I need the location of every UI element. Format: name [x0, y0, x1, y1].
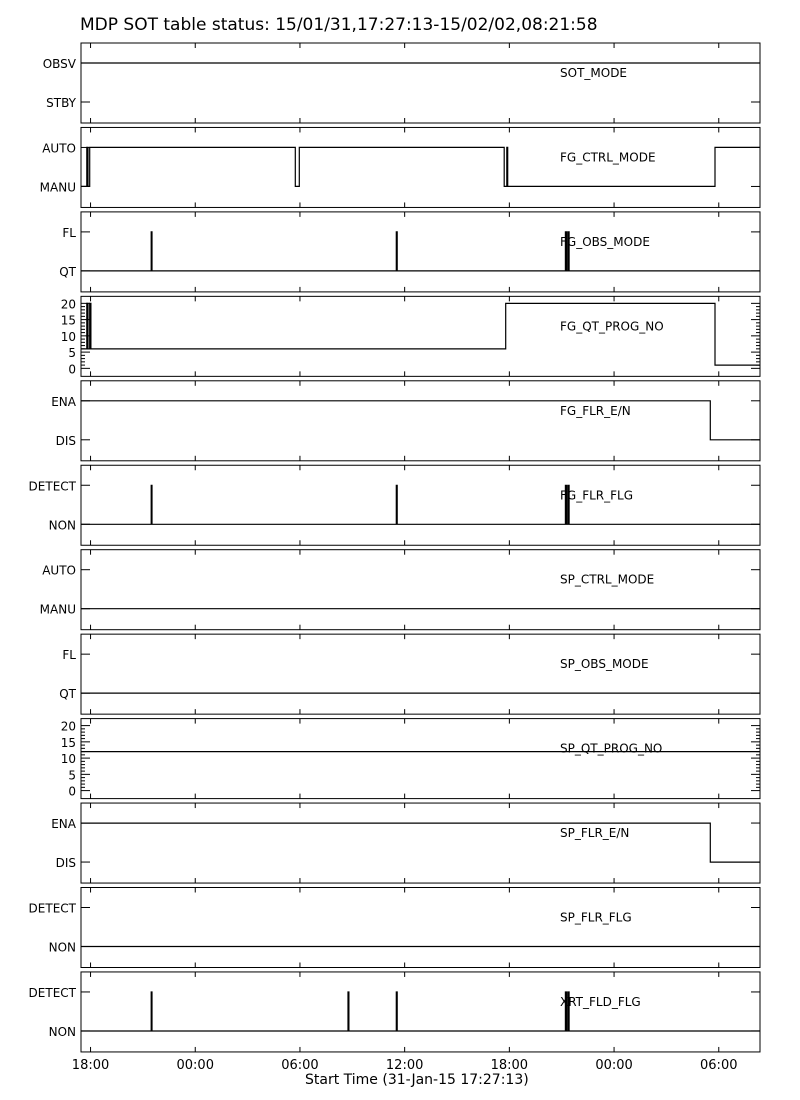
y-tick-label: 10	[60, 752, 76, 767]
y-tick-label: 15	[60, 313, 76, 328]
y-tick-label: ENA	[51, 394, 76, 409]
y-tick-label: QT	[59, 687, 76, 702]
series-line-fg-qt-prog-no	[81, 303, 760, 365]
y-tick-label: 20	[60, 719, 76, 734]
series-line-sp-flr-e-n	[81, 823, 760, 862]
y-tick-label: 20	[60, 297, 76, 312]
y-tick-label: NON	[48, 1024, 76, 1039]
panel-frame-sot-mode	[81, 43, 760, 123]
panel-frame-sp-ctrl-mode	[81, 550, 760, 630]
series-line-fg-obs-mode	[81, 232, 760, 271]
panel-label: SP_FLR_FLG	[560, 910, 632, 925]
y-tick-label: DIS	[55, 856, 76, 871]
series-line-fg-flr-e-n	[81, 401, 760, 440]
x-tick-label: 18:00	[71, 1057, 110, 1073]
y-tick-label: DETECT	[28, 479, 76, 494]
y-tick-label: ENA	[51, 817, 76, 832]
panel-frame-sp-flr-flg	[81, 888, 760, 968]
panel-frame-fg-flr-e-n	[81, 381, 760, 461]
y-tick-label: QT	[59, 264, 76, 279]
y-tick-label: 0	[68, 362, 76, 377]
x-tick-label: 12:00	[385, 1057, 424, 1073]
y-tick-label: DIS	[55, 433, 76, 448]
panel-label: XRT_FLD_FLG	[560, 994, 641, 1009]
panel-label: SP_CTRL_MODE	[560, 572, 655, 587]
panel-label: FG_QT_PROG_NO	[560, 319, 664, 334]
panel-frame-sp-qt-prog-no	[81, 719, 760, 799]
series-line-xrt-fld-flg	[81, 992, 760, 1031]
y-tick-label: AUTO	[42, 563, 76, 578]
y-tick-label: STBY	[46, 96, 76, 110]
y-tick-label: OBSV	[42, 57, 76, 71]
panel-label: SOT_MODE	[560, 66, 628, 80]
y-tick-label: 10	[60, 329, 76, 344]
x-tick-label: 06:00	[700, 1057, 738, 1073]
panel-frame-xrt-fld-flg	[81, 972, 760, 1052]
panel-frame-sp-obs-mode	[81, 634, 760, 714]
panel-frame-fg-flr-flg	[81, 465, 760, 545]
y-tick-label: 15	[60, 735, 76, 750]
x-axis-label: Start Time (31-Jan-15 17:27:13)	[305, 1072, 529, 1088]
panel-frame-sp-flr-e-n	[81, 803, 760, 883]
panel-frame-fg-ctrl-mode	[81, 127, 760, 207]
y-tick-label: FL	[62, 648, 76, 663]
y-tick-label: 5	[68, 346, 76, 361]
panel-frame-fg-obs-mode	[81, 212, 760, 292]
x-tick-label: 00:00	[595, 1057, 633, 1073]
panel-label: FG_OBS_MODE	[560, 234, 650, 249]
y-tick-label: NON	[48, 518, 76, 533]
panel-label: FG_CTRL_MODE	[560, 150, 656, 165]
series-line-fg-flr-flg	[81, 485, 760, 524]
series-line-fg-ctrl-mode	[81, 147, 760, 186]
x-tick-label: 00:00	[176, 1057, 214, 1073]
y-tick-label: DETECT	[28, 985, 76, 1000]
panel-label: SP_FLR_E/N	[560, 826, 630, 841]
panel-frame-fg-qt-prog-no	[81, 296, 760, 376]
y-tick-label: AUTO	[42, 141, 76, 156]
y-tick-label: FL	[62, 225, 76, 240]
panel-label: FG_FLR_E/N	[560, 403, 631, 418]
y-tick-label: MANU	[39, 602, 76, 617]
y-tick-label: MANU	[39, 180, 76, 195]
y-tick-label: DETECT	[28, 901, 76, 916]
panel-label: FG_FLR_FLG	[560, 488, 634, 503]
y-tick-label: NON	[48, 940, 76, 955]
panel-label: SP_OBS_MODE	[560, 657, 649, 672]
y-tick-label: 0	[68, 784, 76, 799]
panel-label: SP_QT_PROG_NO	[560, 741, 663, 756]
y-tick-label: 5	[68, 768, 76, 783]
x-tick-label: 18:00	[490, 1057, 529, 1073]
x-tick-label: 06:00	[281, 1057, 319, 1073]
chart-title: MDP SOT table status: 15/01/31,17:27:13-15/02/02,08:21:58	[80, 15, 598, 35]
